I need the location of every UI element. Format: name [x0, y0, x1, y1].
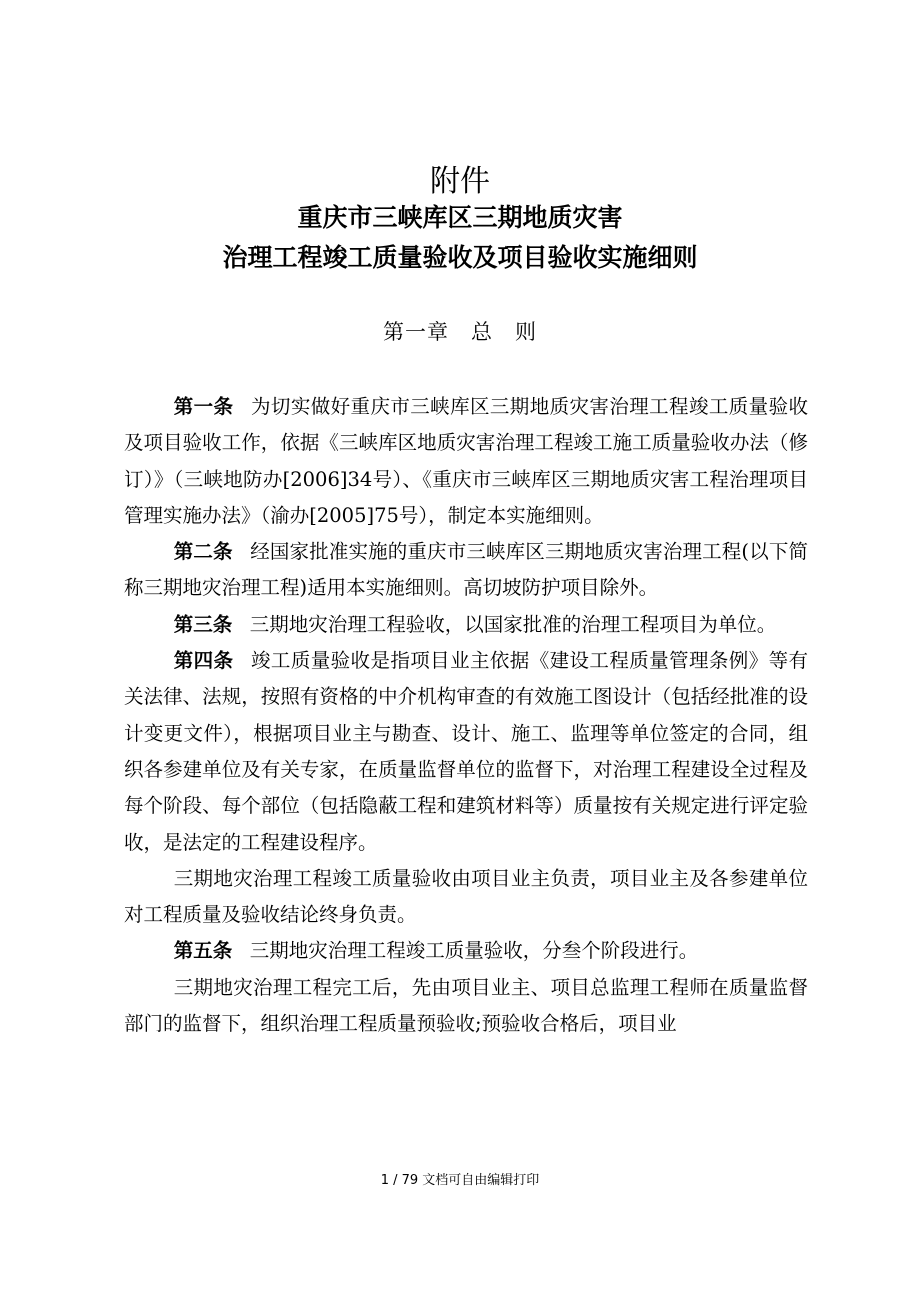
- article-text: 竣工质量验收是指项目业主依据《建设工程质量管理条例》等有关法律、法规，按照有资格的中介机构审查的有效施工图设计（包括经批准的设计变更文件），根据项目业主与勘查、设计、施工、监理等单位签定的合同，组织各参建单位及有关专家，在质量监督单位的监督下，对治理工程建设全过程及每个阶段、每个部位（包括隐蔽工程和建筑材料等）质量按有关规定进行评定验收，是法定的工程建设程序。: [124, 649, 808, 854]
- document-title-line-1: 重庆市三峡库区三期地质灾害: [297, 203, 623, 232]
- page-footer: 1 / 79 文档可自由编辑打印: [380, 1173, 540, 1188]
- body-paragraph: [124, 861, 808, 934]
- article-text: 三期地灾治理工程竣工质量验收，分叁个阶段进行。: [249, 939, 699, 963]
- chapter-heading: 第一章 总 则: [383, 320, 537, 344]
- article-label: 第四条: [173, 649, 234, 673]
- article-paragraph: [124, 534, 808, 607]
- body-paragraph: [124, 970, 808, 1043]
- article-label: 第五条: [173, 939, 233, 963]
- article-paragraph: [124, 389, 808, 534]
- article-text: 三期地灾治理工程验收，以国家批准的治理工程项目为单位。: [249, 612, 777, 636]
- attachment-label: 附件: [430, 164, 490, 199]
- document-title-line-2: 治理工程竣工质量验收及项目验收实施细则: [222, 243, 698, 272]
- paragraph-text: 三期地灾治理工程完工后，先由项目业主、项目总监理工程师在质量监督部门的监督下，组织治理工程质量预验收;预验收合格后，项目业: [124, 975, 808, 1036]
- article-label: 第二条: [173, 540, 233, 564]
- article-label: 第三条: [173, 612, 233, 636]
- article-label: 第一条: [173, 395, 234, 418]
- article-paragraph: [124, 933, 808, 969]
- article-text: 为切实做好重庆市三峡库区三期地质灾害治理工程竣工质量验收及项目验收工作，依据《三峡库区地质灾害治理工程竣工施工质量验收办法（修订）》（三峡地防办[2006]34号）、《重庆市三峡库区三期地质灾害工程治理项目管理实施办法》（渝办[2005]75号），制定本实施细则。: [124, 395, 808, 527]
- article-paragraph: [124, 643, 808, 861]
- article-text: 经国家批准实施的重庆市三峡库区三期地质灾害治理工程(以下简称三期地灾治理工程)适用本实施细则。高切坡防护项目除外。: [124, 540, 808, 600]
- document-body: [124, 389, 808, 1042]
- paragraph-text: 三期地灾治理工程竣工质量验收由项目业主负责，项目业主及各参建单位对工程质量及验收结论终身负责。: [124, 866, 808, 927]
- article-paragraph: [124, 607, 808, 643]
